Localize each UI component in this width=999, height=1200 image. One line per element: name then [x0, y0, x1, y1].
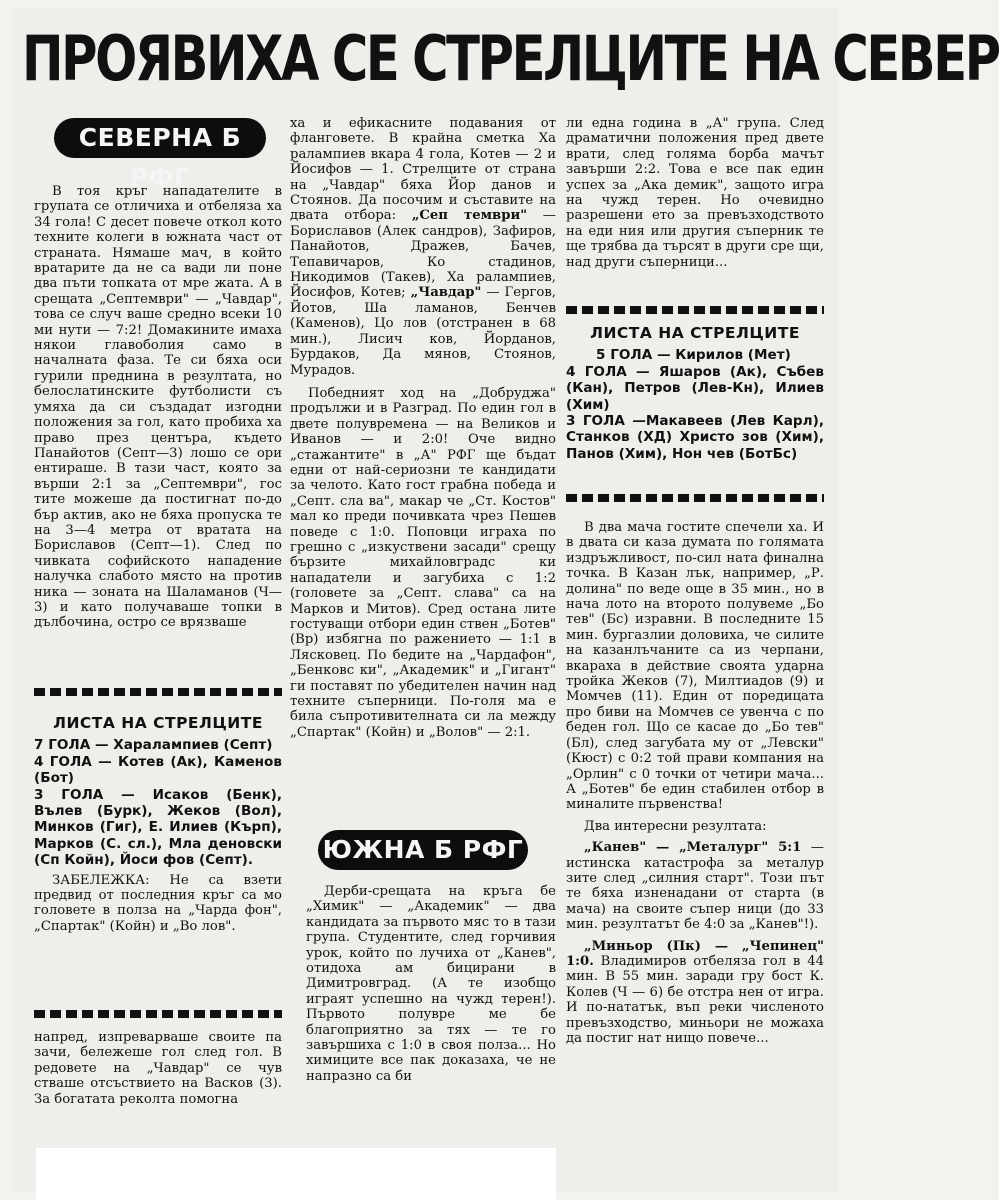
col2-team1-label: „Сеп тември" — [411, 208, 528, 224]
col2-paragraph-3: Дерби-срещата на кръга бе „Химик" — „Академик" — два кандидата за първото мяс то в тази група. Студентите, след горчивия урок, който по лучиха от „Канев", отидоха ам бицирани в Димитровград. (А те изобщо играят успешно на чужд терен!). Първото полувре ме бе благоприятно за тях — те го завършиха с 1:0 в своя полза... Но химиците все пак доказаха, че не напразно са би — [306, 884, 556, 1084]
col2-paragraph-1: ха и ефикасните подавания от фланговете. В крайна сметка Ха ралампиев вкара 4 гола, Котев — 2 и Йосифов — 1. Стрелците от страна на „Чавдар" бяха Йор данов и Стоянов. Да посочим и съставите на двата отбора: — [290, 116, 556, 224]
col1-scorer-row: 7 ГОЛА — Харалампиев (Септ) — [34, 737, 273, 754]
col3-scorers-box — [566, 320, 824, 462]
south-league-badge — [318, 830, 528, 870]
col3-scorer-row: 5 ГОЛА — Кирилов (Мет) — [596, 347, 791, 364]
north-league-badge — [54, 118, 266, 192]
south-league-badge-label: ЮЖНА Б РФГ — [322, 835, 524, 864]
headline: ПРОЯВИХА СЕ СТРЕЛЦИТЕ НА СЕВЕР — [22, 22, 999, 95]
col1-scorer-row: 4 ГОЛА — Котев (Ак), Каменов (Бот) — [34, 753, 282, 787]
col3-result-2-label: „Миньор (Пк) — „Чепинец" 1:0. — [566, 938, 824, 969]
blank-patch — [36, 1148, 556, 1200]
col3-scorer-row: 4 ГОЛА — Яшаров (Ак), Събев (Кан), Петров (Лев-Кн), Илиев (Хим) — [566, 363, 824, 413]
col3-paragraph-1: ли една година в „А" група. След драматични положения пред двете врати, след голяма борба мачът завърши 2:2. Това е все пак един успех за „Ака демик", защото игра на чужд терен. Но очевидно разрешени ето за превъзходството на еди ния или другия съперник те ще трябва да търсят в други сре щи, над други съперници... — [566, 116, 824, 270]
col1-paragraph-2: напред, изпреварваше своите па зачи, бележеше гол след гол. В редовете на „Чавдар" се чув стваше отсъствието на Васков (3). За богатата реколта помогна — [34, 1030, 282, 1107]
col3-paragraph-3: Два интересни резултата: — [584, 818, 767, 834]
col2-team2-lineup: — Гергов, Йотов, Ша ламанов, Бенчев (Каменов), Цо лов (отстранен в 68 мин.), Лисич ков, Йорданов, Бурдаков, Да мянов, Стоянов, Мурадов. — [290, 285, 556, 378]
col3-divider-top — [566, 306, 824, 314]
col3-result-1-text: — истинска катастрофа за металур зите след „силния старт". Този път те бяха изненадани от старта (в мача) на своите съпер ници (до 33 мин. резултатът бе 4:0 за „Канев"!). — [566, 840, 824, 933]
column-1 — [34, 184, 282, 633]
col2-paragraph-2: Победният ход на „Добруджа" продължи и в Разград. По един гол в двете полувремена — на Великов и Иванов — и 2:0! Оче видно „стажантите" в „А" РФГ ще бъдат едни от най-сериозни те кандидати за челото. Като гост грабна победа и „Септ. сла ва", макар че „Ст. Костов" мал ко преди почивката чрез Пешев поведе с 1:0. Поповци играха по грешно с „изкуствени засади" срещу бързите михайловградс ки нападатели и загубиха с 1:2 (головете за „Септ. слава" са на Марков и Митов). Сред остана лите гостуващи отбори един ствен „Ботев" (Вр) избягна по ражението — 1:1 в Лясковец. По бедите на „Чардафон", „Бенковс ки", „Академик" и „Гигант" ги поставят по убедителен начин над техните съперници. По-голя ма е била съпротивителната си ла между „Спартак" (Койн) и „Волов" — 2:1. — [290, 385, 556, 740]
col3-bottom-text — [566, 520, 824, 1048]
col1-divider-bottom — [34, 1010, 282, 1018]
col1-scorer-row: 3 ГОЛА — Исаков (Бенк), Вълев (Бурк), Жеков (Вол), Минков (Гиг), Е. Илиев (Кърп), Марков (С. сл.), Мла деновски (Сп Койн), Йоси фов (Септ). — [34, 786, 282, 869]
col3-divider-bottom — [566, 494, 824, 502]
col1-scorers-box — [34, 710, 282, 936]
column-2 — [290, 116, 556, 742]
col2-team2-label: „Чавдар" — [410, 285, 482, 301]
col2-bottom-text — [306, 884, 556, 1086]
col1-scorers-title: ЛИСТА НА СТРЕЛЦИТЕ — [53, 714, 263, 732]
col3-paragraph-2: В два мача гостите спечели ха. И в двата си каза думата по голямата издръжливост, по-сил ната финална точка. В Казан лък, например, „Р. долина" по веде още в 35 мин., но в нача лото на второто полувеме „Бо тев" (Бс) изравни. В последните 15 мин. бургазлии доловиха, че силите на казанлъчаните са из черпани, вкараха в действие своята ударна тройка Жеков (7), Милтиадов (9) и Момчев (11). Един от поредицата про биви на Момчев се увенча с по беден гол. Що се касае до „Бо тев" (Бл), след загубата му от „Левски" (Кюст) с 0:2 той прави компания на „Орлин" с 0 точки от четири мача... А „Ботев" бе един стабилен отбор в миналите първенства! — [566, 520, 824, 813]
col1-bottom-text — [34, 1030, 282, 1109]
col3-result-1-label: „Канев" — „Металург" 5:1 — [584, 840, 802, 856]
col1-divider-top — [34, 688, 282, 696]
col2-team1-lineup: — Бориславов (Алек сандров), Зафиров, Панайотов, Дражев, Бачев, Тепавичаров, Ко стадинов, Никодимов (Такев), Ха ралампиев, Йосифов, Котев; — [290, 208, 556, 301]
col3-result-2-text: Владимиров отбеляза гол в 44 мин. В 55 мин. заради гру бост К. Колев (Ч — 6) бе отстра нен от игра. И по-нататък, въп реки численото превъзходство, миньори не можаха да постиг нат нищо повече... — [566, 953, 824, 1046]
col3-scorer-row: 3 ГОЛА —Макавеев (Лев Карл), Станков (ХД) Христо зов (Хим), Панов (Хим), Нон чев (БотБс) — [566, 413, 824, 462]
col1-note: ЗАБЕЛЕЖКА: Не са взети предвид от последния кръг са мо головете в полза на „Чарда фон", „Спартак" (Койн) и „Во лов". — [34, 872, 282, 934]
col3-scorers-title: ЛИСТА НА СТРЕЛЦИТЕ — [590, 324, 800, 342]
column-3 — [566, 116, 824, 272]
north-league-badge-label: СЕВЕРНА Б РФГ — [78, 123, 242, 192]
col1-paragraph-1: В тоя кръг нападателите в групата се отличиха и отбеляза ха 34 гола! С десет повече откол кото техните колеги в южната част от страната. Нямаше мач, в който вратарите да не са вади ли поне два пъти топката от мре жата. А в срещата „Септември" — „Чавдар", това се случ ваше средно всеки 10 ми нути — 7:2! Домакините имаха някои главоболия само в началната фаза. Те си бяха оси гурили преднина в резултата, но белослатинските футболисти съ умяха да си създадат изгодни положения за гол, като пробиха ха право през центъра, където Панайотов (Септ—3) лошо се ори ентираше. В тази част, която за върши 2:1 за „Септември", гос тите можеше да постигнат по-до бър актив, ако не бяха пропуска те на 3—4 метра от вратата на Бориславов (Септ—1). След по чивката софийското нападение налучка слабото място на против ника — зоната на Шаламанов (Ч—3) и като получаваше топки в дълбочина, остро се врязваше — [34, 184, 282, 631]
